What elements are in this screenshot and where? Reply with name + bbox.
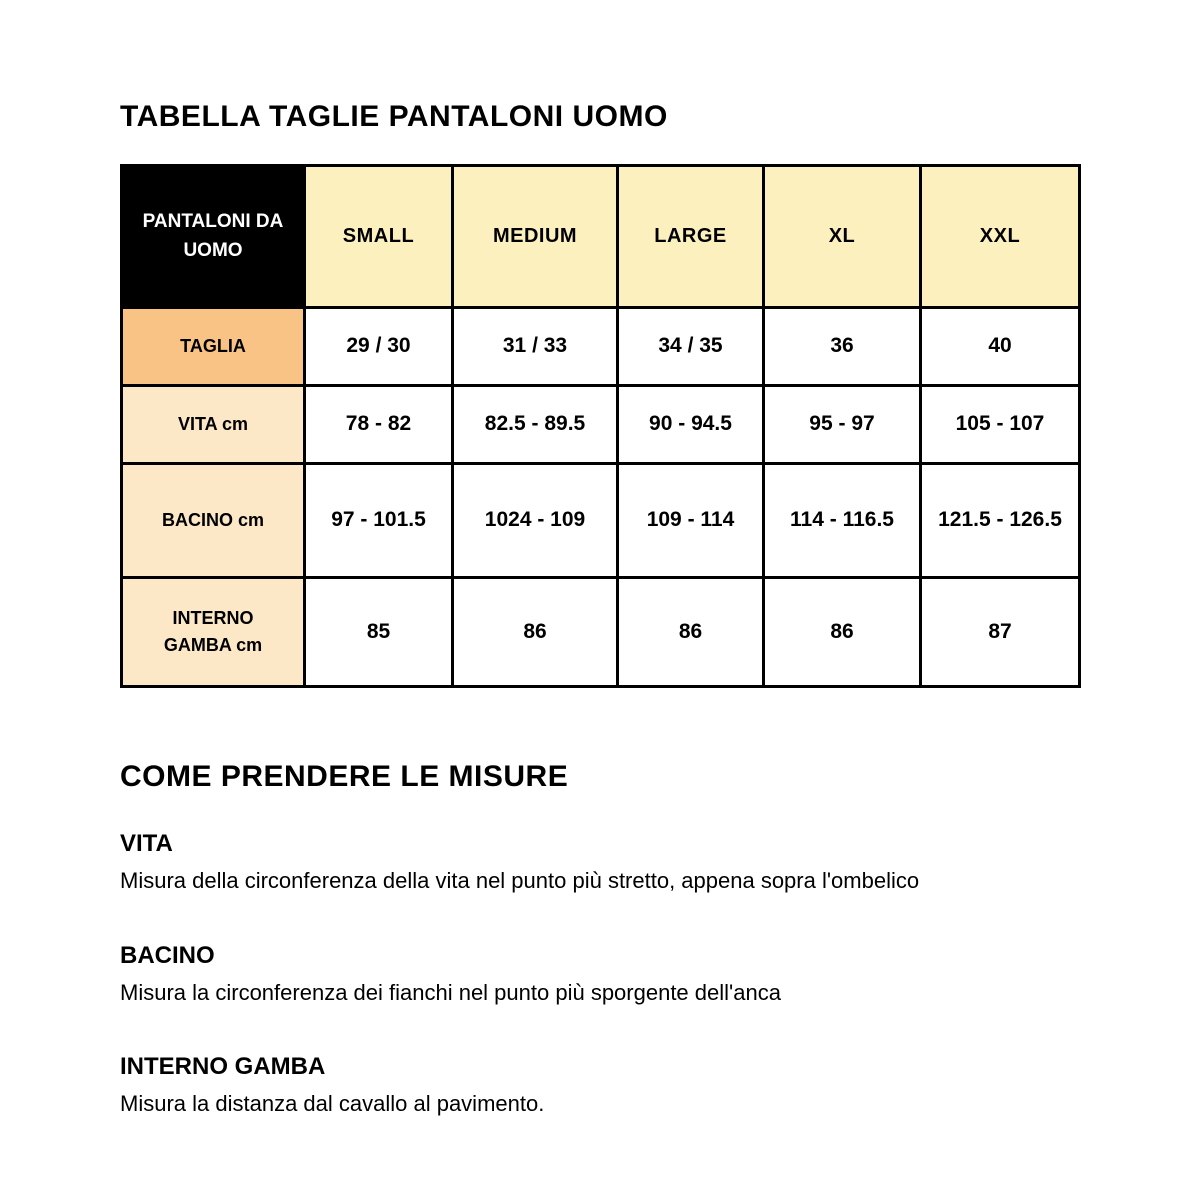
value-bacino-xxl: 121.5 - 126.5 bbox=[921, 464, 1080, 578]
guide-heading-vita: VITA bbox=[120, 830, 173, 857]
row-label-interno-gamba: INTERNO GAMBA cm bbox=[122, 578, 305, 687]
value-taglia-small: 29 / 30 bbox=[305, 308, 453, 386]
value-interno-medium: 86 bbox=[453, 578, 618, 687]
guide-section-vita bbox=[120, 830, 1078, 896]
value-taglia-medium: 31 / 33 bbox=[453, 308, 618, 386]
table-corner-header: PANTALONI DA UOMO bbox=[122, 166, 305, 308]
table-row-vita bbox=[122, 386, 1080, 464]
value-vita-large: 90 - 94.5 bbox=[618, 386, 764, 464]
column-header-small: SMALL bbox=[305, 166, 453, 308]
guide-text-vita: Misura della circonferenza della vita nel punto più stretto, appena sopra l'ombelico bbox=[120, 868, 920, 893]
table-header-row bbox=[122, 166, 1080, 308]
value-vita-xl: 95 - 97 bbox=[764, 386, 921, 464]
guide-section-bacino bbox=[120, 942, 1078, 1008]
guide-text-interno-gamba: Misura la distanza dal cavallo al pavimento. bbox=[120, 1091, 545, 1117]
column-header-large: LARGE bbox=[618, 166, 764, 308]
value-interno-small: 85 bbox=[305, 578, 453, 687]
size-table bbox=[120, 164, 1081, 688]
value-interno-xl: 86 bbox=[764, 578, 921, 687]
guide-text-bacino: Misura la circonferenza dei fianchi nel punto più sporgente dell'anca bbox=[120, 979, 781, 1005]
value-taglia-xxl: 40 bbox=[921, 308, 1080, 386]
page-title: TABELLA TAGLIE PANTALONI UOMO bbox=[120, 100, 668, 133]
column-header-xl: XL bbox=[764, 166, 921, 308]
guide-heading-interno-gamba: INTERNO GAMBA bbox=[120, 1053, 326, 1081]
value-interno-xxl: 87 bbox=[921, 578, 1080, 687]
value-taglia-xl: 36 bbox=[764, 308, 921, 386]
value-bacino-medium: 1024 - 109 bbox=[453, 464, 618, 578]
value-bacino-large: 109 - 114 bbox=[618, 464, 764, 578]
row-label-bacino: BACINO cm bbox=[122, 464, 305, 578]
table-row-interno-gamba bbox=[122, 578, 1080, 687]
guide-section-interno-gamba bbox=[120, 1053, 1078, 1119]
row-label-taglia: TAGLIA bbox=[122, 308, 305, 386]
table-row-bacino bbox=[122, 464, 1080, 578]
value-bacino-xl: 114 - 116.5 bbox=[764, 464, 921, 578]
column-header-xxl: XXL bbox=[921, 166, 1080, 308]
value-vita-xxl: 105 - 107 bbox=[921, 386, 1080, 464]
row-label-vita: VITA cm bbox=[122, 386, 305, 464]
guide-heading-bacino: BACINO bbox=[120, 941, 215, 969]
value-vita-small: 78 - 82 bbox=[305, 386, 453, 464]
value-bacino-small: 97 - 101.5 bbox=[305, 464, 453, 578]
value-vita-medium: 82.5 - 89.5 bbox=[453, 386, 618, 464]
value-taglia-large: 34 / 35 bbox=[618, 308, 764, 386]
value-interno-large: 86 bbox=[618, 578, 764, 687]
table-row-taglia bbox=[122, 308, 1080, 386]
measure-guide-title: COME PRENDERE LE MISURE bbox=[120, 760, 569, 793]
column-header-medium: MEDIUM bbox=[453, 166, 618, 308]
